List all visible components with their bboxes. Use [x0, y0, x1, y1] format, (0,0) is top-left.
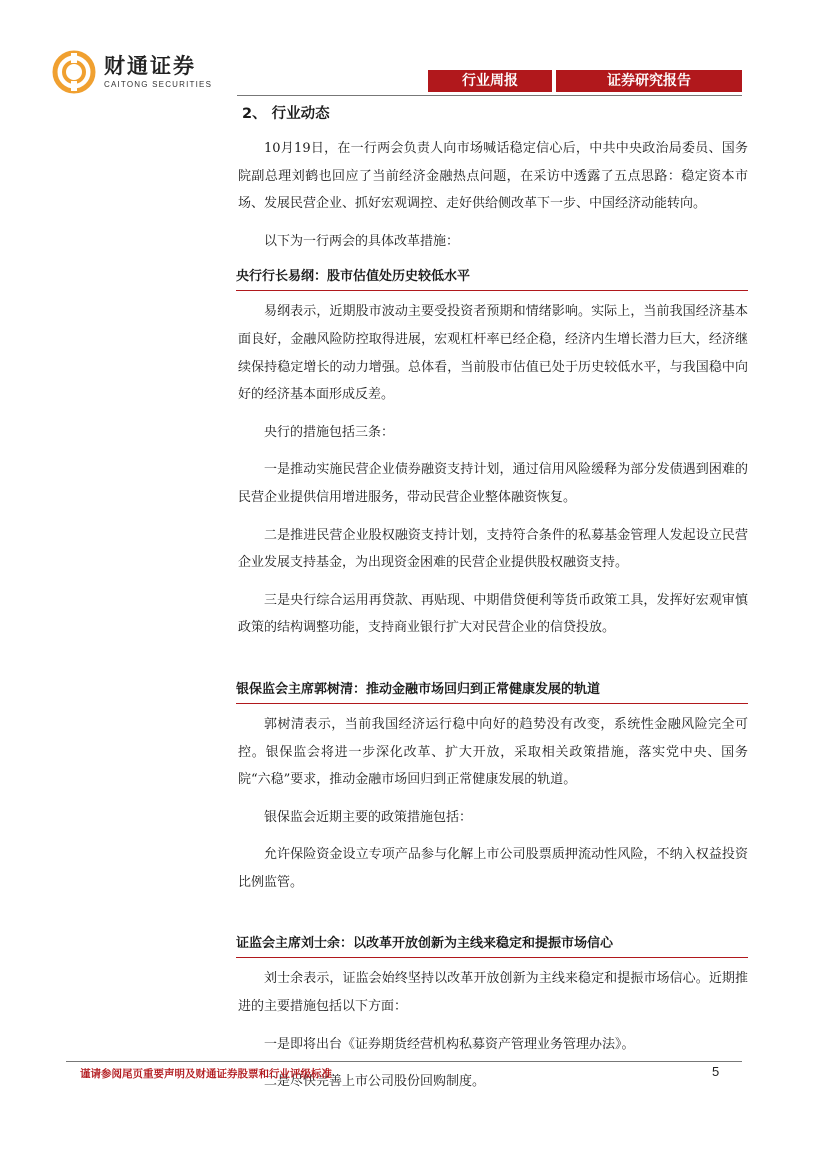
section-spacer [238, 906, 748, 932]
report-body [238, 104, 748, 1106]
section-title: 2、 行业动态 [242, 106, 330, 122]
body-paragraph: 二是推进民营企业股权融资支持计划，支持符合条件的私募基金管理人发起设立民营企业发展支持基金，为出现资金困难的民营企业提供股权融资支持。 [238, 527, 748, 571]
subsection-heading [236, 678, 748, 704]
intro-paragraph: 10月19日，在一行两会负责人向市场喊话稳定信心后，中共中央政治局委员、国务院副总理刘鹤也回应了当前经济金融热点问题，在采访中透露了五点思路：稳定资本市场、发展民营企业、抓好宏观调控、走好供给侧改革下一步、中国经济动能转向。 [238, 141, 748, 212]
subsection-heading-text: 证监会主席刘士余：以改革开放创新为主线来稳定和提振市场信心 [236, 936, 614, 952]
brand-name-en: CAITONG SECURITIES [104, 80, 213, 89]
section-spacer [238, 652, 748, 678]
body-paragraph: 易纲表示，近期股市波动主要受投资者预期和情绪影响。实际上，当前我国经济基本面良好，金融风险防控取得进展，宏观杠杆率已经企稳，经济内生增长潜力巨大，经济继续保持稳定增长的动力增强。总体看，当前股市估值已处于历史较低水平，与我国稳中向好的经济基本面形成反差。 [238, 304, 748, 403]
subsection-heading [236, 932, 748, 958]
body-paragraph: 刘士余表示，证监会始终坚持以改革开放创新为主线来稳定和提振市场信心。近期推进的主要措施包括以下方面： [238, 971, 748, 1015]
body-paragraph: 郭树清表示，当前我国经济运行稳中向好的趋势没有改变，系统性金融风险完全可控。银保监会将进一步深化改革、扩大开放，采取相关政策措施，落实党中央、国务院“六稳”要求，推动金融市场回归到正常健康发展的轨道。 [238, 716, 748, 788]
footer-divider [66, 1061, 742, 1062]
body-paragraph: 三是央行综合运用再贷款、再贴现、中期借贷便利等货币政策工具，发挥好宏观审慎政策的结构调整功能，支持商业银行扩大对民营企业的信贷投放。 [238, 592, 748, 636]
body-paragraph: 允许保险资金设立专项产品参与化解上市公司股票质押流动性风险，不纳入权益投资比例监管。 [238, 847, 748, 890]
heading-underline [236, 957, 748, 958]
subsection-heading-text: 央行行长易纲：股市估值处历史较低水平 [236, 269, 471, 285]
body-paragraph: 央行的措施包括三条： [264, 424, 395, 440]
header-divider [237, 95, 742, 96]
caitong-logo-icon [52, 50, 96, 94]
intro-paragraph: 以下为一行两会的具体改革措施： [264, 233, 460, 249]
footer-disclaimer: 谨请参阅尾页重要声明及财通证券股票和行业评级标准 [80, 1068, 332, 1080]
tag-report: 证券研究报告 [556, 70, 742, 92]
heading-underline [236, 703, 748, 704]
brand-name-cn: 财通证券 [104, 54, 196, 78]
body-paragraph: 一是推动实施民营企业债券融资支持计划，通过信用风险缓释为部分发债遇到困难的民营企业提供信用增进服务，带动民营企业整体融资恢复。 [238, 462, 748, 505]
tag-weekly: 行业周报 [428, 70, 552, 92]
subsection-heading [236, 265, 748, 291]
page-number: 5 [712, 1064, 720, 1079]
body-paragraph: 二是尽快完善上市公司股份回购制度。 [264, 1074, 486, 1090]
body-paragraph: 一是即将出台《证券期货经营机构私募资产管理业务管理办法》。 [264, 1036, 635, 1052]
brand-logo [52, 50, 212, 94]
header-tags [428, 70, 742, 92]
heading-underline [236, 290, 748, 291]
body-paragraph: 银保监会近期主要的政策措施包括： [264, 809, 473, 825]
subsection-heading-text: 银保监会主席郭树清：推动金融市场回归到正常健康发展的轨道 [236, 681, 601, 697]
